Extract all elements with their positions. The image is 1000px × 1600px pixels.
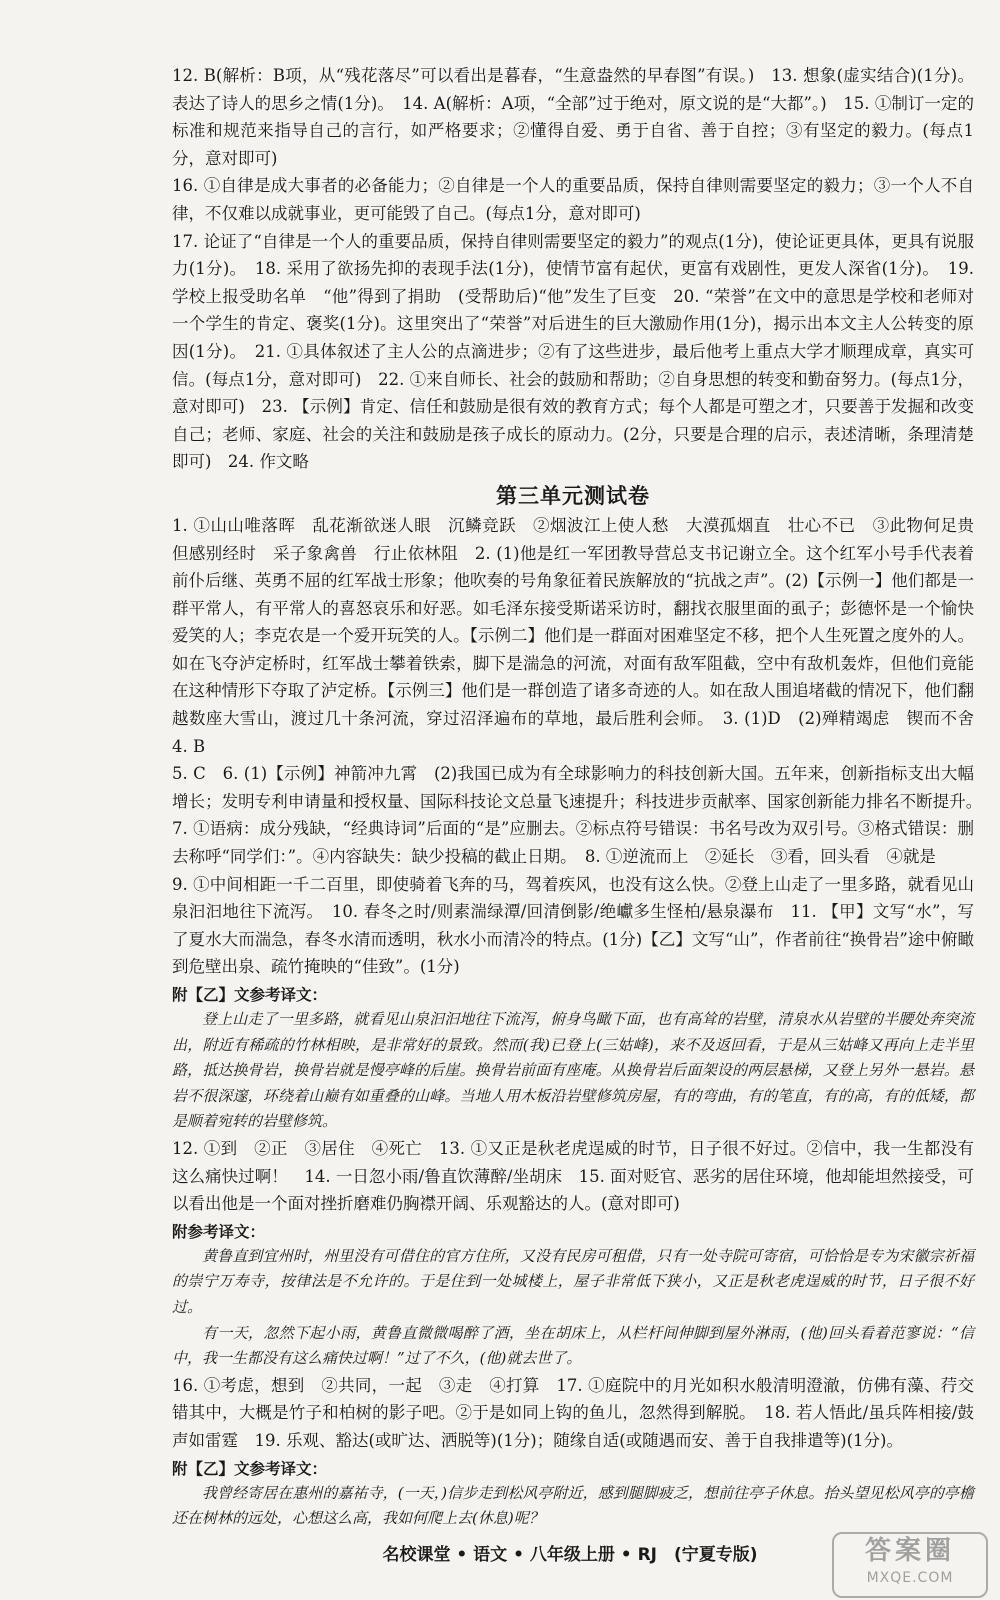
paragraph: 我曾经寄居在惠州的嘉祐寺，(一天，)信步走到松风亭附近，感到腿脚疲乏，想前往亭子休息。抬头望见松风亭的亭檐还在树林的远处，心想这么高，我如何爬上去(休息)呢？ — [172, 1483, 974, 1528]
paragraph: 5. C 6. (1)【示例】神箭冲九霄 (2)我国已成为有全球影响力的科技创新大国。五年来，创新指标支出大幅增长；发明专利申请量和授权量、国际科技论文总量飞速提升；科技进步贡献率、国家创新能力排名不断提升。 7. ①语病：成分残缺，“经典诗词”后面的“是”应删去。②标点符号错误：书名号改为双引号。③格式错误：删去称呼“同学们：”。④内容缺失：缺少投稿的截止日期。 8. ①逆流而上 ②延长 ③看，回头看 ④就是 — [172, 764, 991, 867]
reference-translation — [172, 1481, 974, 1532]
unit-answers-block-2 — [172, 1135, 974, 1218]
paragraph: 17. 论证了“自律是一个人的重要品质，保持自律则需要坚定的毅力”的观点(1分)，使论证更具体，更具有说服力(1分)。 18. 采用了欲扬先抑的表现手法(1分)，使情节富有起伏，更富有戏剧性，更发人深省(1分)。 19. 学校上报受助名单 “他”得到了捐助 (受帮助后)“他”发生了巨变 20. “荣誉”在文中的意思是学校和老师对一个学生的肯定、褒奖(1分)。这里突出了“荣誉”对后进生的巨大激励作用(1分)，揭示出本文主人公转变的原因(1分)。 21. ①具体叙述了主人公的点滴进步；②有了这些进步，最后他考上重点大学才顺理成章，真实可信。(每点1分，意对即可) 22. ①来自师长、社会的鼓励和帮助；②自身思想的转变和勤奋努力。(每点1分，意对即可) 23. 【示例】肯定、信任和鼓励是很有效的教育方式；每个人都是可塑之才，只要善于发掘和改变自己；老师、家庭、社会的关注和鼓励是孩子成长的原动力。(2分，只要是合理的启示，表述清晰，条理清楚即可) 24. 作文略 — [172, 231, 974, 472]
paragraph: 12. ①到 ②正 ③居住 ④死亡 13. ①又正是秋老虎逞威的时节，日子很不好过。②信中，我一生都没有这么痛快过啊！ 14. 一日忽小雨/鲁直饮薄醉/坐胡床 15. 面对贬官、恶劣的居住环境，他却能坦然接受，可以看出他是一个面对挫折磨难仍胸襟开阔、乐观豁达的人。(意对即可) — [172, 1138, 974, 1214]
paragraph: 16. ①自律是成大事者的必备能力；②自律是一个人的重要品质，保持自律则需要坚定的毅力；③一个人不自律，不仅难以成就事业，更可能毁了自己。(每点1分，意对即可) — [172, 176, 974, 223]
watermark-logo — [832, 1532, 988, 1598]
watermark-url: MXQE.COM — [866, 1570, 954, 1586]
answers-top-block — [172, 62, 974, 476]
paragraph: 黄鲁直到宜州时，州里没有可借住的官方住所，又没有民房可租借，只有一处寺院可寄宿，可恰恰是专为宋徽宗祈福的崇宁万寿寺，按律法是不允许的。于是住到一处城楼上，屋子非常低下狭小，又正是秋老虎逞威的时节，日子很不好过。 — [172, 1246, 974, 1316]
reference-translation-heading: 附参考译文： — [172, 1222, 266, 1241]
section-title: 第三单元测试卷 — [496, 483, 650, 508]
reference-translation — [172, 1244, 974, 1372]
paragraph: 登上山走了一里多路，就看见山泉汩汩地往下流泻，俯身鸟瞰下面，也有高耸的岩壁，清泉水从岩壁的半腰处奔突流出，附近有稀疏的竹林相映，是非常好的景致。然而(我)已登上(三姑峰)，来不及返回看，于是从三姑峰又再向上走半里路，抵达换骨岩，换骨岩就是慢亭峰的后崖。换骨岩前面有座庵。从换骨岩后面架设的两层悬梯，又登上另外一悬岩。悬岩不很深邃，环绕着山巅有如重叠的山峰。当地人用木板沿岩壁修筑房屋，有的弯曲，有的笔直，有的高，有的低矮，都是顺着宛转的岩壁修筑。 — [172, 1010, 974, 1131]
paragraph: 12. B(解析：B项，从“残花落尽”可以看出是暮春，“生意盎然的早春图”有误。) 13. 想象(虚实结合)(1分)。表达了诗人的思乡之情(1分)。 14. A(解析：A项，“全部”过于绝对，原文说的是“大都”。) 15. ①制订一定的标准和规范来指导自己的言行，如严格要求；②懂得自爱、勇于自省、善于自控；③有坚定的毅力。(每点1分，意对即可) — [172, 66, 974, 168]
paragraph: 有一天，忽然下起小雨，黄鲁直微微喝醉了酒，坐在胡床上，从栏杆间伸脚到屋外淋雨，(他)回头看着范寥说：“信中，我一生都没有这么痛快过啊！”过了不久，(他)就去世了。 — [172, 1323, 974, 1368]
watermark-text: 答案圈 — [864, 1536, 955, 1566]
paragraph: 9. ①中间相距一千二百里，即使骑着飞奔的马，驾着疾风，也没有这么快。②登上山走了一里多路，就看见山泉汩汩地往下流泻。 10. 春冬之时/则素湍绿潭/回清倒影/绝巘多生怪柏/悬泉瀑布 11. 【甲】文写“水”，写了夏水大而湍急，春冬水清而透明，秋水小而清冷的特点。(1分)【乙】文写“山”，作者前往“换骨岩”途中俯瞰到危壁出泉、疏竹掩映的“佳致”。(1分) — [172, 874, 974, 977]
paragraph: 1. ①山山唯落晖 乱花渐欲迷人眼 沉鳞竞跃 ②烟波江上使人愁 大漠孤烟直 壮心不已 ③此物何足贵 但感别经时 采子象禽兽 行止依林阻 2. (1)他是红一军团教导营总支书记谢立全。这个红军小号手代表着前仆后继、英勇不屈的红军战士形象；他吹奏的号角象征着民族解放的“抗战之声”。(2)【示例一】他们都是一群平常人，有平常人的喜怒哀乐和好恶。如毛泽东接受斯诺采访时，翻找衣服里面的虱子；彭德怀是一个愉快爱笑的人；李克农是一个爱开玩笑的人。【示例二】他们是一群面对困难坚定不移，把个人生死置之度外的人。如在飞夺泸定桥时，红军战士攀着铁索，脚下是湍急的河流，对面有敌军阻截，空中有敌机轰炸，但他们竟能在这种情形下夺取了泸定桥。【示例三】他们是一群创造了诸多奇迹的人。如在敌人围追堵截的情况下，他们翻越数座大雪山，渡过几十条河流，穿过沼泽遍布的草地，最后胜利会师。 3. (1)D (2)殚精竭虑 锲而不舍 4. B — [172, 515, 991, 756]
unit-answers-block-3 — [172, 1372, 974, 1455]
unit-answers-block-1 — [172, 512, 991, 981]
reference-translation-heading: 附【乙】文参考译文： — [172, 986, 328, 1004]
reference-translation — [172, 1007, 974, 1135]
page-footer: 名校课堂 • 语文 • 八年级上册 • RJ (宁夏专版) — [382, 1545, 758, 1565]
reference-translation-heading: 附【乙】文参考译文： — [172, 1459, 328, 1478]
paragraph: 16. ①考虑，想到 ②共同，一起 ③走 ④打算 17. ①庭院中的月光如积水般清明澄澈，仿佛有藻、荇交错其中，大概是竹子和柏树的影子吧。②于是如同上钩的鱼儿，忽然得到解脱。 18. 若人悟此/虽兵阵相接/鼓声如雷霆 19. 乐观、豁达(或旷达、洒脱等)(1分)；随缘自适(或随遇而安、善于自我排遣等)(1分)。 — [172, 1375, 974, 1450]
